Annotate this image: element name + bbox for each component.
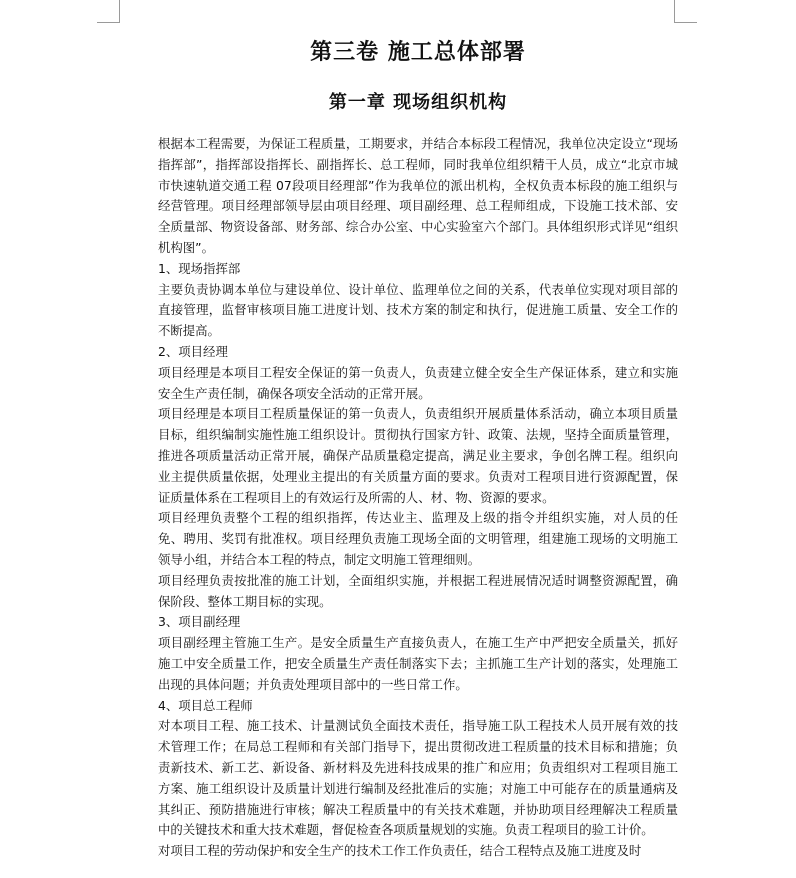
- section-heading-1: 1、现场指挥部: [158, 260, 241, 276]
- paragraph: 主要负责协调本单位与建设单位、设计单位、监理单位之间的关系，代表单位实现对项目部的直接管理，监督审核项目施工进度计划、技术方案的制定和执行，促进施工质量、安全工作的不断提高。: [158, 281, 678, 339]
- crop-mark-top-left: [97, 0, 120, 23]
- section-heading-2: 2、项目经理: [158, 343, 228, 359]
- crop-mark-top-right: [674, 0, 697, 23]
- document-page: [158, 30, 678, 862]
- paragraph: 项目经理负责按批准的施工计划，全面组织实施，并根据工程进展情况适时调整资源配置，确保阶段、整体工期目标的实现。: [158, 572, 678, 609]
- paragraph-intro: 根据本工程需要，为保证工程质量，工期要求，并结合本标段工程情况，我单位决定设立“现场指挥部”，指挥部设指挥长、副指挥长、总工程师，同时我单位组织精干人员，成立“北京市城市快速轨道交通工程 07段项目经理部”作为我单位的派出机构，全权负责本标段的施工组织与经营管理。项目经理部领导层由项目经理、项目副经理、总工程师组成，下设施工技术部、安全质量部、物资设备部、财务部、综合办公室、中心实验室六个部门。具体组织形式详见“组织机构图”。: [158, 136, 678, 255]
- paragraph: 项目经理是本项目工程安全保证的第一负责人，负责建立健全安全生产保证体系，建立和实施安全生产责任制，确保各项安全活动的正常开展。: [158, 364, 678, 401]
- paragraph: 项目经理是本项目工程质量保证的第一负责人，负责组织开展质量体系活动，确立本项目质量目标，组织编制实施性施工组织设计。贯彻执行国家方针、政策、法规，坚持全面质量管理，推进各项质量活动正常开展，确保产品质量稳定提高，满足业主要求，争创名牌工程。组织向业主提供质量依据，处理业主提出的有关质量方面的要求。负责对工程项目进行资源配置，保证质量体系在工程项目上的有效运行及所需的人、材、物、资源的要求。: [158, 406, 678, 505]
- paragraph: 对项目工程的劳动保护和安全生产的技术工作工作负责任，结合工程特点及施工进度及时: [158, 843, 642, 859]
- volume-title: 第三卷 施工总体部署: [310, 40, 526, 65]
- section-heading-4: 4、项目总工程师: [158, 697, 253, 713]
- section-heading-3: 3、项目副经理: [158, 614, 241, 630]
- paragraph: 对本项目工程、施工技术、计量测试负全面技术责任，指导施工队工程技术人员开展有效的技术管理工作；在局总工程师和有关部门指导下，提出贯彻改进工程质量的技术目标和措施；负责新技术、新工艺、新设备、新材料及先进科技成果的推广和应用；负责组织对工程项目施工方案、施工组织设计及质量计划进行编制及经批准后的实施；对施工中可能存在的质量通病及其纠正、预防措施进行审核；解决工程质量中的有关技术难题，并协助项目经理解决工程质量中的关键技术和重大技术难题，督促检查各项质量规划的实施。负责工程项目的验工计价。: [158, 718, 678, 838]
- chapter-title: 第一章 现场组织机构: [328, 92, 508, 113]
- paragraph: 项目副经理主管施工生产。是安全质量生产直接负责人，在施工生产中严把安全质量关，抓好施工中安全质量工作，把安全质量生产责任制落实下去；主抓施工生产计划的落实，处理施工出现的具体问题；并负责处理项目部中的一些日常工作。: [158, 635, 678, 692]
- paragraph: 项目经理负责整个工程的组织指挥，传达业主、监理及上级的指令并组织实施，对人员的任免、聘用、奖罚有批准权。项目经理负责施工现场全面的文明管理，组建施工现场的文明施工领导小组，并结合本工程的特点，制定文明施工管理细则。: [158, 510, 678, 567]
